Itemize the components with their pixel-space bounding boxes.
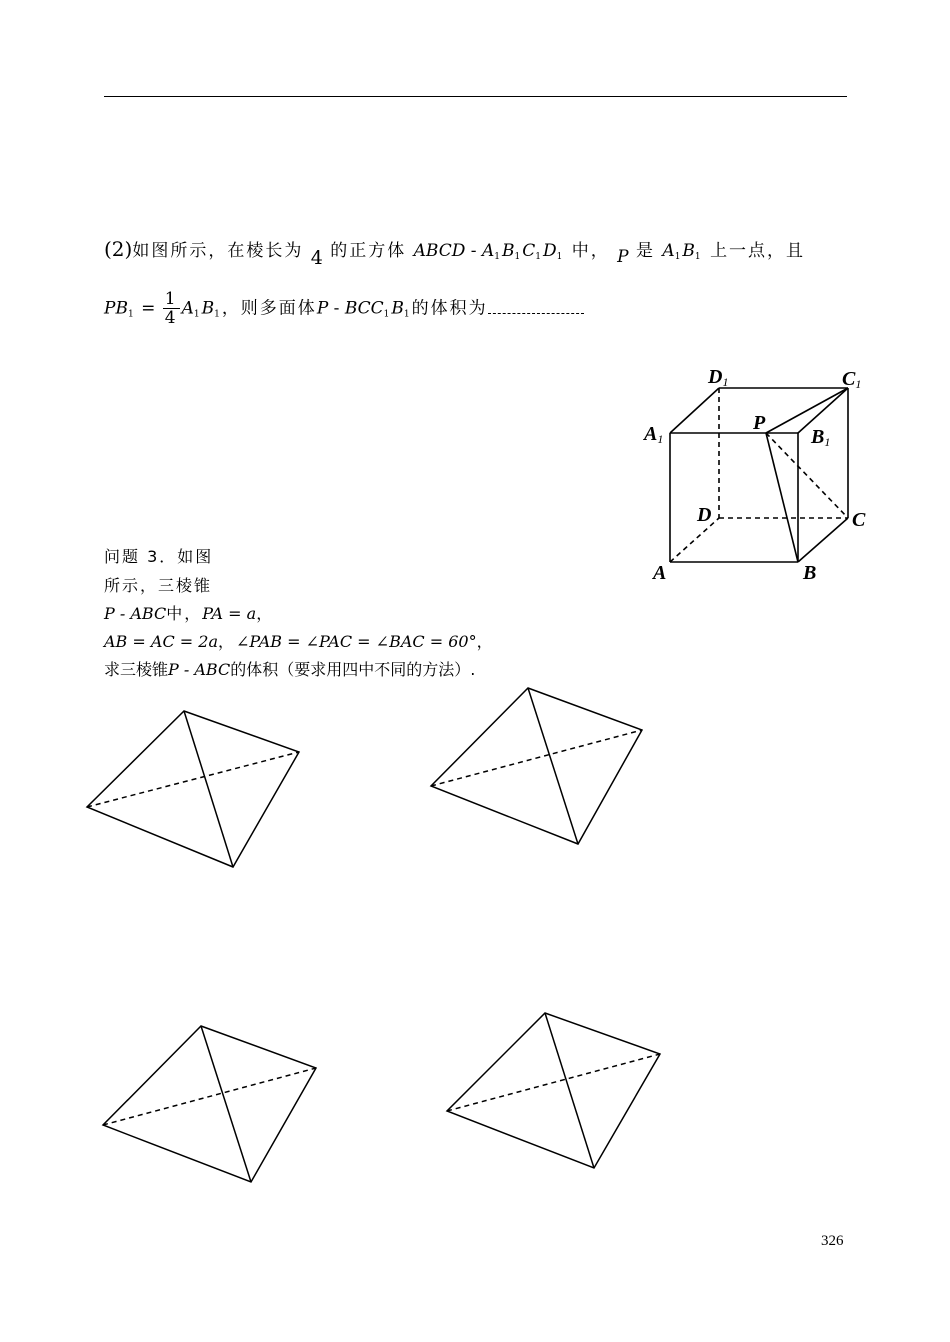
problem3-line3: P - ABC中，PA = a，: [104, 604, 275, 623]
page-number: 326: [821, 1233, 844, 1249]
edge-P-C-hidden: [766, 433, 848, 518]
problem2-line1: (2)如图所示，在棱长为 4 的正方体 ABCD - $A_1B_1C_1D_1$ 中， P 是 $A_1B_1$ 上一点，且: [104, 237, 806, 269]
fraction-one-quarter: $\frac{1}{4}$: [164, 289, 178, 328]
edge-A1-D1: [670, 388, 719, 433]
label-D1: D1: [708, 366, 729, 389]
problem3-line2: 所示，三棱锥: [104, 576, 213, 595]
edge-P-C1: [766, 388, 848, 433]
label-P: P: [753, 412, 766, 434]
cube-labels: [642, 366, 866, 584]
label-A1: A1: [644, 423, 664, 446]
tetrahedron-3: [103, 1026, 316, 1182]
tetrahedron-4: [447, 1013, 660, 1168]
label-C1: C1: [842, 368, 862, 391]
tetrahedron-1: [87, 711, 299, 867]
label-D: D: [697, 504, 712, 526]
label-B: B: [803, 562, 817, 584]
problem3-line5: 求三棱锥P - ABC的体积（要求用四中不同的方法）.: [104, 660, 476, 679]
edge-A-D-hidden: [670, 518, 719, 562]
label-C: C: [852, 509, 866, 531]
label-A: A: [653, 562, 667, 584]
problem3-line1: 问题 3．如图: [104, 547, 214, 566]
tetrahedron-2: [431, 688, 642, 844]
problem2-line2: $PB_1$ = $\frac{1}{4}$ $A_1B_1$，则多面体P - $BCC_1B_1$的体积为: [104, 290, 584, 327]
edge-C-B: [798, 518, 848, 562]
edge-P-B: [766, 433, 798, 562]
problem3-line4: AB = AC = 2a，∠PAB = ∠PAC = ∠BAC = 60°，: [104, 632, 495, 651]
label-B1: B1: [811, 426, 831, 449]
